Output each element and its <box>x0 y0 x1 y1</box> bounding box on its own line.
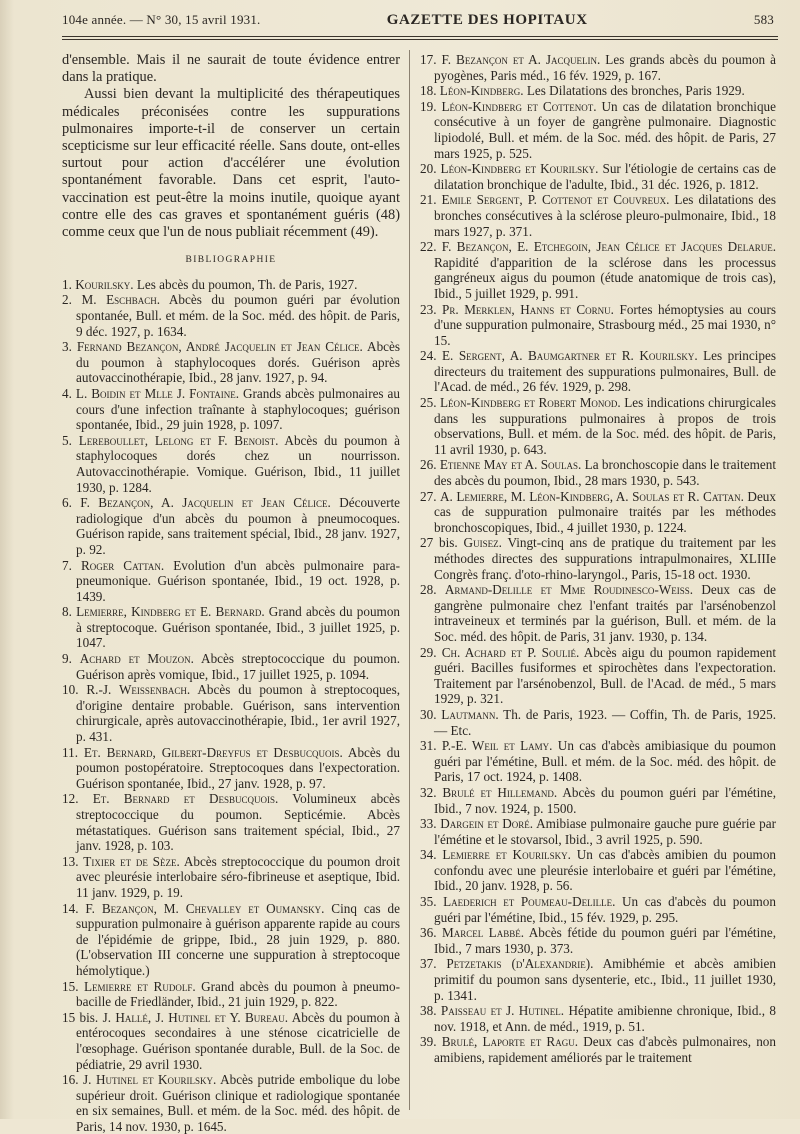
entry-number: 1. <box>62 276 76 292</box>
entry-number: 31. <box>420 738 442 754</box>
body-paragraph: Aussi bien devant la multiplicité des thérapeutiques médicales préconisées contre les suppurations pulmonaires importe-t-il de conserver un certain scepticisme sur leur efficacité réelle. Sans doute, ont-elles surtout pour action d'accélérer une évolution spontanément favorable. Dans cet esprit, l'auto-vaccination est peut-être la moins inutile, quoique ayant contre elle des cas graves et spontanément guéris (48) comme ceux que l'un de nous publiait récemment (49). <box>62 86 400 241</box>
entry-text: Grand abcès du poumon à streptocoque. Guérison spontanée, Ibid., 3 juillet 1925, p. 1047. <box>76 604 401 651</box>
entry-number: 17. <box>420 52 442 67</box>
entry-number: 30. <box>420 706 442 722</box>
bibliography-entry <box>420 847 776 894</box>
entry-authors: Léon-Kindberg. <box>439 83 524 99</box>
entry-number: 27. <box>420 488 440 504</box>
entry-authors: Laederich et Poumeau-Delille. <box>443 894 616 910</box>
entry-authors: Léon-Kindberg et Robert Monod. <box>439 395 621 411</box>
entry-authors: Marcel Labbé. <box>441 925 525 941</box>
entry-authors: Pr. Merklen, Hanns et Cornu. <box>442 301 614 317</box>
entry-number: 16. <box>62 1072 83 1088</box>
entry-text: Fortes hémoptysies au cours d'une suppuration pulmonaire, Strasbourg méd., 25 mai 1930, n° 15. <box>434 301 777 348</box>
entry-text: Cinq cas de suppuration pulmonaire à guérison apparente rapide au cours de l'épidémie de grippe, Ibid., 28 juin 1929, p. 880. (L'observation III concerne une suppuration à streptocoque hémolytique.) <box>76 900 401 978</box>
entry-authors: J. Hallé, J. Hutinel et Y. Bureau. <box>102 1009 289 1025</box>
entry-text: Grands abcès pulmonaires au cours d'une infection traînante à staphylocoques; guérison spontanée, Ibid., 29 juin 1928, p. 1097. <box>76 385 401 433</box>
entry-number: 7. <box>62 557 81 573</box>
entry-text: Vingt-cinq ans de pratique du traitement par les méthodes directes des suppurations intrapulmonaires, XLIIIe Congrès franç. d'oto-rhino-laryngol., Paris, 15-18 oct. 1930. <box>434 535 776 582</box>
entry-authors: F. Bezançon et A. Jacquelin. <box>441 52 601 67</box>
bibliography-entry <box>420 348 776 395</box>
entry-authors: F. Bezançon, A. Jacquelin et Jean Célice. <box>80 495 331 511</box>
entry-number: 18. <box>420 83 440 99</box>
header-rule-thin <box>62 39 778 40</box>
entry-authors: Brulé et Hillemand. <box>442 784 558 800</box>
entry-number: 10. <box>62 682 87 698</box>
entry-text: Volumineux abcès streptococcique du poumon. Septicémie. Abcès métastatiques. Guérison sans traitement spécial, Ibid., 27 janv. 1928, p. 103. <box>76 791 401 854</box>
entry-text: Abcès du poumon à entérocoques secondaires à une sténose cicatricielle de l'œsophage. Guérison spontanée durable, Bull. de la Soc. de pédiatrie, 29 avril 1930. <box>76 1009 400 1072</box>
entry-authors: Petzetakis (d'Alexandrie). <box>446 956 594 972</box>
entry-text: Un cas d'abcès amibien du poumon confondu avec une pleurésie interlobaire et guéri par l'émétine, Ibid., 20 janv. 1928, p. 56. <box>434 847 777 894</box>
entry-number: 32. <box>420 784 443 800</box>
entry-number: 21. <box>420 192 442 208</box>
entry-text: Abcès du poumon à staphylocoques dorés chez un nourrisson. Autovaccinothérapie. Vomique. Guérison, Ibid., 11 juillet 1930, p. 1284. <box>76 432 401 495</box>
bibliography-entry <box>62 979 400 1010</box>
entry-text: Un cas d'abcès du poumon guéri par l'émétine, Ibid., 15 fév. 1929, p. 295. <box>434 894 776 925</box>
entry-number: 13. <box>62 853 84 869</box>
entry-authors: Fernand Bezançon, André Jacquelin et Jean Célice. <box>76 339 363 355</box>
entry-authors: L. Boidin et Mlle J. Fontaine. <box>75 385 240 401</box>
bibliography-entry <box>420 894 776 925</box>
entry-text: Un cas de dilatation bronchique consécutive à un foyer de gangrène pulmonaire. Diagnostic lipiodolé, Bull. et mém. de la Soc. méd. des hôpit. de Paris, 27 mars 1925, p. 525. <box>434 98 777 161</box>
entry-authors: Achard et Mouzon. <box>79 651 194 667</box>
entry-number: 20. <box>420 161 441 177</box>
bibliography-entry <box>420 457 776 488</box>
entry-authors: Lemierre et Kourilsky. <box>442 847 571 863</box>
entry-number: 3. <box>62 339 77 355</box>
entry-authors: P.-E. Weil et Lamy. <box>441 738 553 754</box>
entry-text: Th. de Paris, 1923. — Coffin, Th. de Paris, 1925. — Etc. <box>434 706 776 738</box>
bibliography-entry <box>62 277 400 293</box>
entry-text: Evolution d'un abcès pulmonaire para-pneumonique. Guérison spontanée, Ibid., 19 oct. 1928, p. 1439. <box>76 557 400 604</box>
entry-number: 25. <box>420 395 440 411</box>
entry-authors: M. Eschbach. <box>81 292 160 308</box>
entry-text: La bronchoscopie dans le traitement des abcès du poumon, Ibid., 28 mars 1930, p. 543. <box>434 457 776 489</box>
bibliography-entry <box>62 651 400 682</box>
entry-text: Rapidité d'apparition de la sclérose dans les processus gangréneux aigus du poumon (étude anatomique de trois cas), Ibid., 5 juillet 1929, p. 991. <box>434 254 776 301</box>
entry-authors: R.-J. Weissenbach. <box>86 682 191 698</box>
bibliography-entry <box>62 1010 400 1072</box>
bibliography-entry <box>420 645 776 707</box>
entry-authors: J. Hutinel et Kourilsky. <box>83 1072 217 1088</box>
bibliography-entry <box>420 83 776 99</box>
entry-authors: F. Bezançon, M. Chevalley et Oumansky. <box>85 900 325 916</box>
entry-authors: F. Bezançon, E. Etchegoin, Jean Célice et Jacques Delarue. <box>441 239 776 255</box>
bibliography-entry <box>420 52 776 83</box>
entry-text: Les principes directeurs du traitement des suppurations pulmonaires, Bull. de l'Acad. de méd., 26 fév. 1929, p. 298. <box>434 348 776 395</box>
entry-authors: Lereboullet, Lelong et F. Benoist. <box>78 432 279 448</box>
bibliography-entry <box>420 99 776 161</box>
entry-text: Abcès streptococcique du poumon droit avec pleurésie interlobaire séro-fibrineuse et aseptique, Ibid. 11 janv. 1929, p. 19. <box>76 853 400 900</box>
bibliography-entry <box>62 604 400 651</box>
entry-number: 2. <box>62 292 82 308</box>
entry-number: 4. <box>62 385 76 401</box>
entry-authors: Kourilsky. <box>75 276 134 292</box>
entry-authors: Brulé, Laporte et Ragu. <box>441 1034 579 1050</box>
entry-authors: Guisez. <box>463 535 502 551</box>
entry-number: 26. <box>420 457 440 473</box>
entry-text: Deux cas de suppuration pulmonaire traités par les méthodes bronchoscopiques, Ibid., 4 juillet 1930, p. 1224. <box>434 488 776 535</box>
entry-authors: E. Sergent, A. Baumgartner et R. Kourilsky. <box>441 348 698 364</box>
reference-list-left <box>62 277 400 1134</box>
bibliography-entry <box>62 339 400 386</box>
bibliography-entry <box>420 161 776 192</box>
bibliography-entry <box>62 682 400 744</box>
entry-authors: A. Lemierre, M. Léon-Kindberg, A. Soulas et R. Cattan. <box>440 488 744 504</box>
entry-text: Abcès du poumon à staphylocoques dorés. Guérison après autovaccinothérapie, Ibid., 28 janv. 1927, p. 94. <box>76 339 401 386</box>
bibliography-entry <box>62 901 400 979</box>
bibliography-entry <box>420 535 776 582</box>
entry-authors: Lautmann. <box>441 706 499 722</box>
bibliography-entry <box>420 1003 776 1034</box>
entry-number: 9. <box>62 651 80 667</box>
entry-authors: Tixier et de Sèze. <box>83 853 180 869</box>
bibliography-entry <box>62 1072 400 1134</box>
entry-text: Grand abcès du poumon à pneumo-bacille de Friedländer, Ibid., 21 juin 1929, p. 822. <box>76 978 400 1010</box>
entry-number: 15. <box>62 978 84 994</box>
entry-number: 6. <box>62 495 81 511</box>
issue-info: 104e année. — N° 30, 15 avril 1931. <box>62 12 261 27</box>
bibliography-entry <box>62 433 400 495</box>
entry-number: 33. <box>420 816 441 832</box>
entry-number: 36. <box>420 925 442 941</box>
entry-number: 35. <box>420 894 444 910</box>
bibliography-entry <box>420 239 776 301</box>
entry-number: 8. <box>62 604 77 620</box>
bibliography-entry <box>62 791 400 853</box>
bibliography-entry <box>62 495 400 557</box>
bibliography-entry <box>62 558 400 605</box>
entry-number: 34. <box>420 847 443 863</box>
entry-text: Découverte radiologique d'un abcès du poumon à pneumocoques. Guérison rapide, sans traitement spécial, Ibid., 28 janv. 1927, p. 92. <box>76 495 400 557</box>
entry-authors: Léon-Kindberg et Cottenot. <box>441 98 597 114</box>
bibliography-entry <box>420 582 776 644</box>
bibliography-entry <box>420 192 776 239</box>
entry-text: Les dilatations des bronches consécutives à la sclérose pleuro-pulmonaire, Ibid., 18 mars 1927, p. 371. <box>434 192 777 239</box>
entry-text: Abcès du poumon à streptocoques, d'origine dentaire probable. Guérison, sans intervention chirurgicale, après autovaccinothérapie, Ibid., 1er avril 1927, p. 431. <box>76 682 400 745</box>
entry-number: 5. <box>62 432 79 448</box>
bibliography-entry <box>420 925 776 956</box>
bibliography-entry <box>420 1034 776 1065</box>
bibliography-entry <box>62 745 400 792</box>
entry-number: 19. <box>420 98 442 114</box>
entry-authors: Emile Sergent, P. Cottenot et Couvreux. <box>441 192 670 208</box>
entry-number: 11. <box>62 744 84 760</box>
entry-text: Les indications chirurgicales dans les suppurations pulmonaires à propos de trois observations, Bull. et mém. de la Soc. méd. des hôpit. de Paris, 11 avril 1930, p. 643. <box>434 395 776 457</box>
entry-text: Abcès fétide du poumon guéri par l'émétine, Ibid., 7 mars 1930, p. 373. <box>434 925 777 956</box>
bibliography-entry <box>420 707 776 738</box>
bibliography-entry <box>420 302 776 349</box>
bibliography-entry <box>62 292 400 339</box>
bibliography-entry <box>420 738 776 785</box>
page-number: 583 <box>753 12 774 27</box>
entry-text: Abcès putride embolique du lobe supérieur droit. Guérison clinique et radiologique spontanée en six semaines, Bull. et mém. de la Soc. méd. des hôpit. de Paris, 14 nov. 1930, p. 1645. <box>76 1072 400 1134</box>
entry-number: 39. <box>420 1034 442 1050</box>
entry-authors: Lemierre et Rudolf. <box>83 978 196 994</box>
entry-text: Hépatite amibienne chronique, Ibid., 8 nov. 1918, et Ann. de méd., 1919, p. 51. <box>434 1003 776 1034</box>
header-rule <box>62 36 778 37</box>
entry-text: Amibhémie et abcès amibien primitif du poumon sans dysenterie, etc., Ibid., 11 juillet 1930, p. 1341. <box>434 956 776 1003</box>
column-divider <box>409 50 410 1110</box>
bibliography-entry <box>62 854 400 901</box>
entry-text: Les Dilatations des bronches, Paris 1929. <box>523 83 745 99</box>
entry-authors: Dargein et Doré. <box>440 816 534 832</box>
entry-authors: Ch. Achard et P. Soulié. <box>441 644 580 660</box>
entry-authors: Roger Cattan. <box>80 557 165 573</box>
entry-text: Abcès du poumon guéri par évolution spontanée, Bull. et mém. de la Soc. méd. des hôpit. de Paris, 9 déc. 1927, p. 1634. <box>76 292 401 339</box>
entry-number: 24. <box>420 348 442 364</box>
right-column <box>420 52 776 1066</box>
entry-authors: Et. Bernard, Gilbert-Dreyfus et Desbucquois. <box>83 744 343 760</box>
entry-authors: Léon-Kindberg et Kourilsky. <box>440 161 599 177</box>
left-column <box>62 52 400 1134</box>
entry-number: 15 bis. <box>62 1009 103 1025</box>
entry-number: 23. <box>420 301 443 317</box>
entry-text: Un cas d'abcès amibiasique du poumon guéri par l'émétine, Bull. et mém. de la Soc. méd. des hôpit. de Paris, 17 oct. 1924, p. 1408. <box>434 738 776 785</box>
reference-list-right <box>420 52 776 1066</box>
bibliography-entry <box>420 956 776 1003</box>
body-paragraph: d'ensemble. Mais il ne saurait de toute évidence entrer dans la pratique. <box>62 52 400 86</box>
entry-text: Abcès aigu du poumon rapidement guéri. Bacilles fusiformes et spirochètes dans l'expectoration. Traitement par l'arsénobenzol, Bull. de l'Acad. de méd., 5 mars 1929, p. 321. <box>434 644 776 707</box>
bibliography-entry <box>420 816 776 847</box>
entry-text: Deux cas d'abcès pulmonaires, non amibiens, rapidement améliorés par le traitement <box>434 1034 776 1065</box>
entry-number: 27 bis. <box>420 535 464 551</box>
bibliography-entry <box>420 785 776 816</box>
page-header <box>62 12 774 34</box>
entry-number: 28. <box>420 582 445 598</box>
entry-authors: Lemierre, Kindberg et E. Bernard. <box>76 604 265 620</box>
entry-text: Deux cas de gangrène pulmonaire chez l'enfant traités par l'arsénobenzol intraveineux et terminés par la guérison, Bull. et mém. de la Soc. méd. des hôpit. de Paris, 31 janv. 1930, p. 134. <box>434 582 776 644</box>
bibliography-entry <box>62 386 400 433</box>
entry-number: 22. <box>420 239 442 255</box>
entry-number: 12. <box>62 791 93 807</box>
entry-number: 29. <box>420 644 442 660</box>
entry-number: 38. <box>420 1003 441 1019</box>
entry-text: Abcès du poumon postopératoire. Streptocoques dans l'expectoration. Guérison spontanée, Ibid., 27 janv. 1928, p. 97. <box>76 744 400 791</box>
bibliography-heading: BIBLIOGRAPHIE <box>185 255 277 266</box>
entry-text: Sur l'étiologie de certains cas de dilatation bronchique de l'adulte, Ibid., 31 déc. 1926, p. 1812. <box>434 161 776 192</box>
bibliography-entry <box>420 395 776 457</box>
entry-authors: Armand-Delille et Mme Roudinesco-Weiss. <box>444 582 694 598</box>
entry-text: Abcès streptococcique du poumon. Guérison après vomique, Ibid., 17 juillet 1925, p. 1094. <box>76 651 400 682</box>
entry-authors: Paisseau et J. Hutinel. <box>440 1003 565 1019</box>
bibliography-entry <box>420 489 776 536</box>
entry-authors: Et. Bernard et Desbucquois. <box>92 791 279 807</box>
entry-text: Amibiase pulmonaire gauche pure guérie par l'émétine et le stovarsol, Ibid., 3 avril 1925, p. 590. <box>434 816 777 847</box>
entry-authors: Etienne May et A. Soulas. <box>439 457 582 473</box>
entry-number: 37. <box>420 956 447 972</box>
entry-text: Les grands abcès du poumon à pyogènes, Paris méd., 16 fév. 1929, p. 167. <box>434 52 776 83</box>
entry-number: 14. <box>62 900 86 916</box>
entry-text: Les abcès du poumon, Th. de Paris, 1927. <box>133 276 358 292</box>
entry-text: Abcès du poumon guéri par l'émétine, Ibid., 7 nov. 1924, p. 1500. <box>434 784 777 816</box>
journal-title: GAZETTE DES HOPITAUX <box>386 12 588 28</box>
